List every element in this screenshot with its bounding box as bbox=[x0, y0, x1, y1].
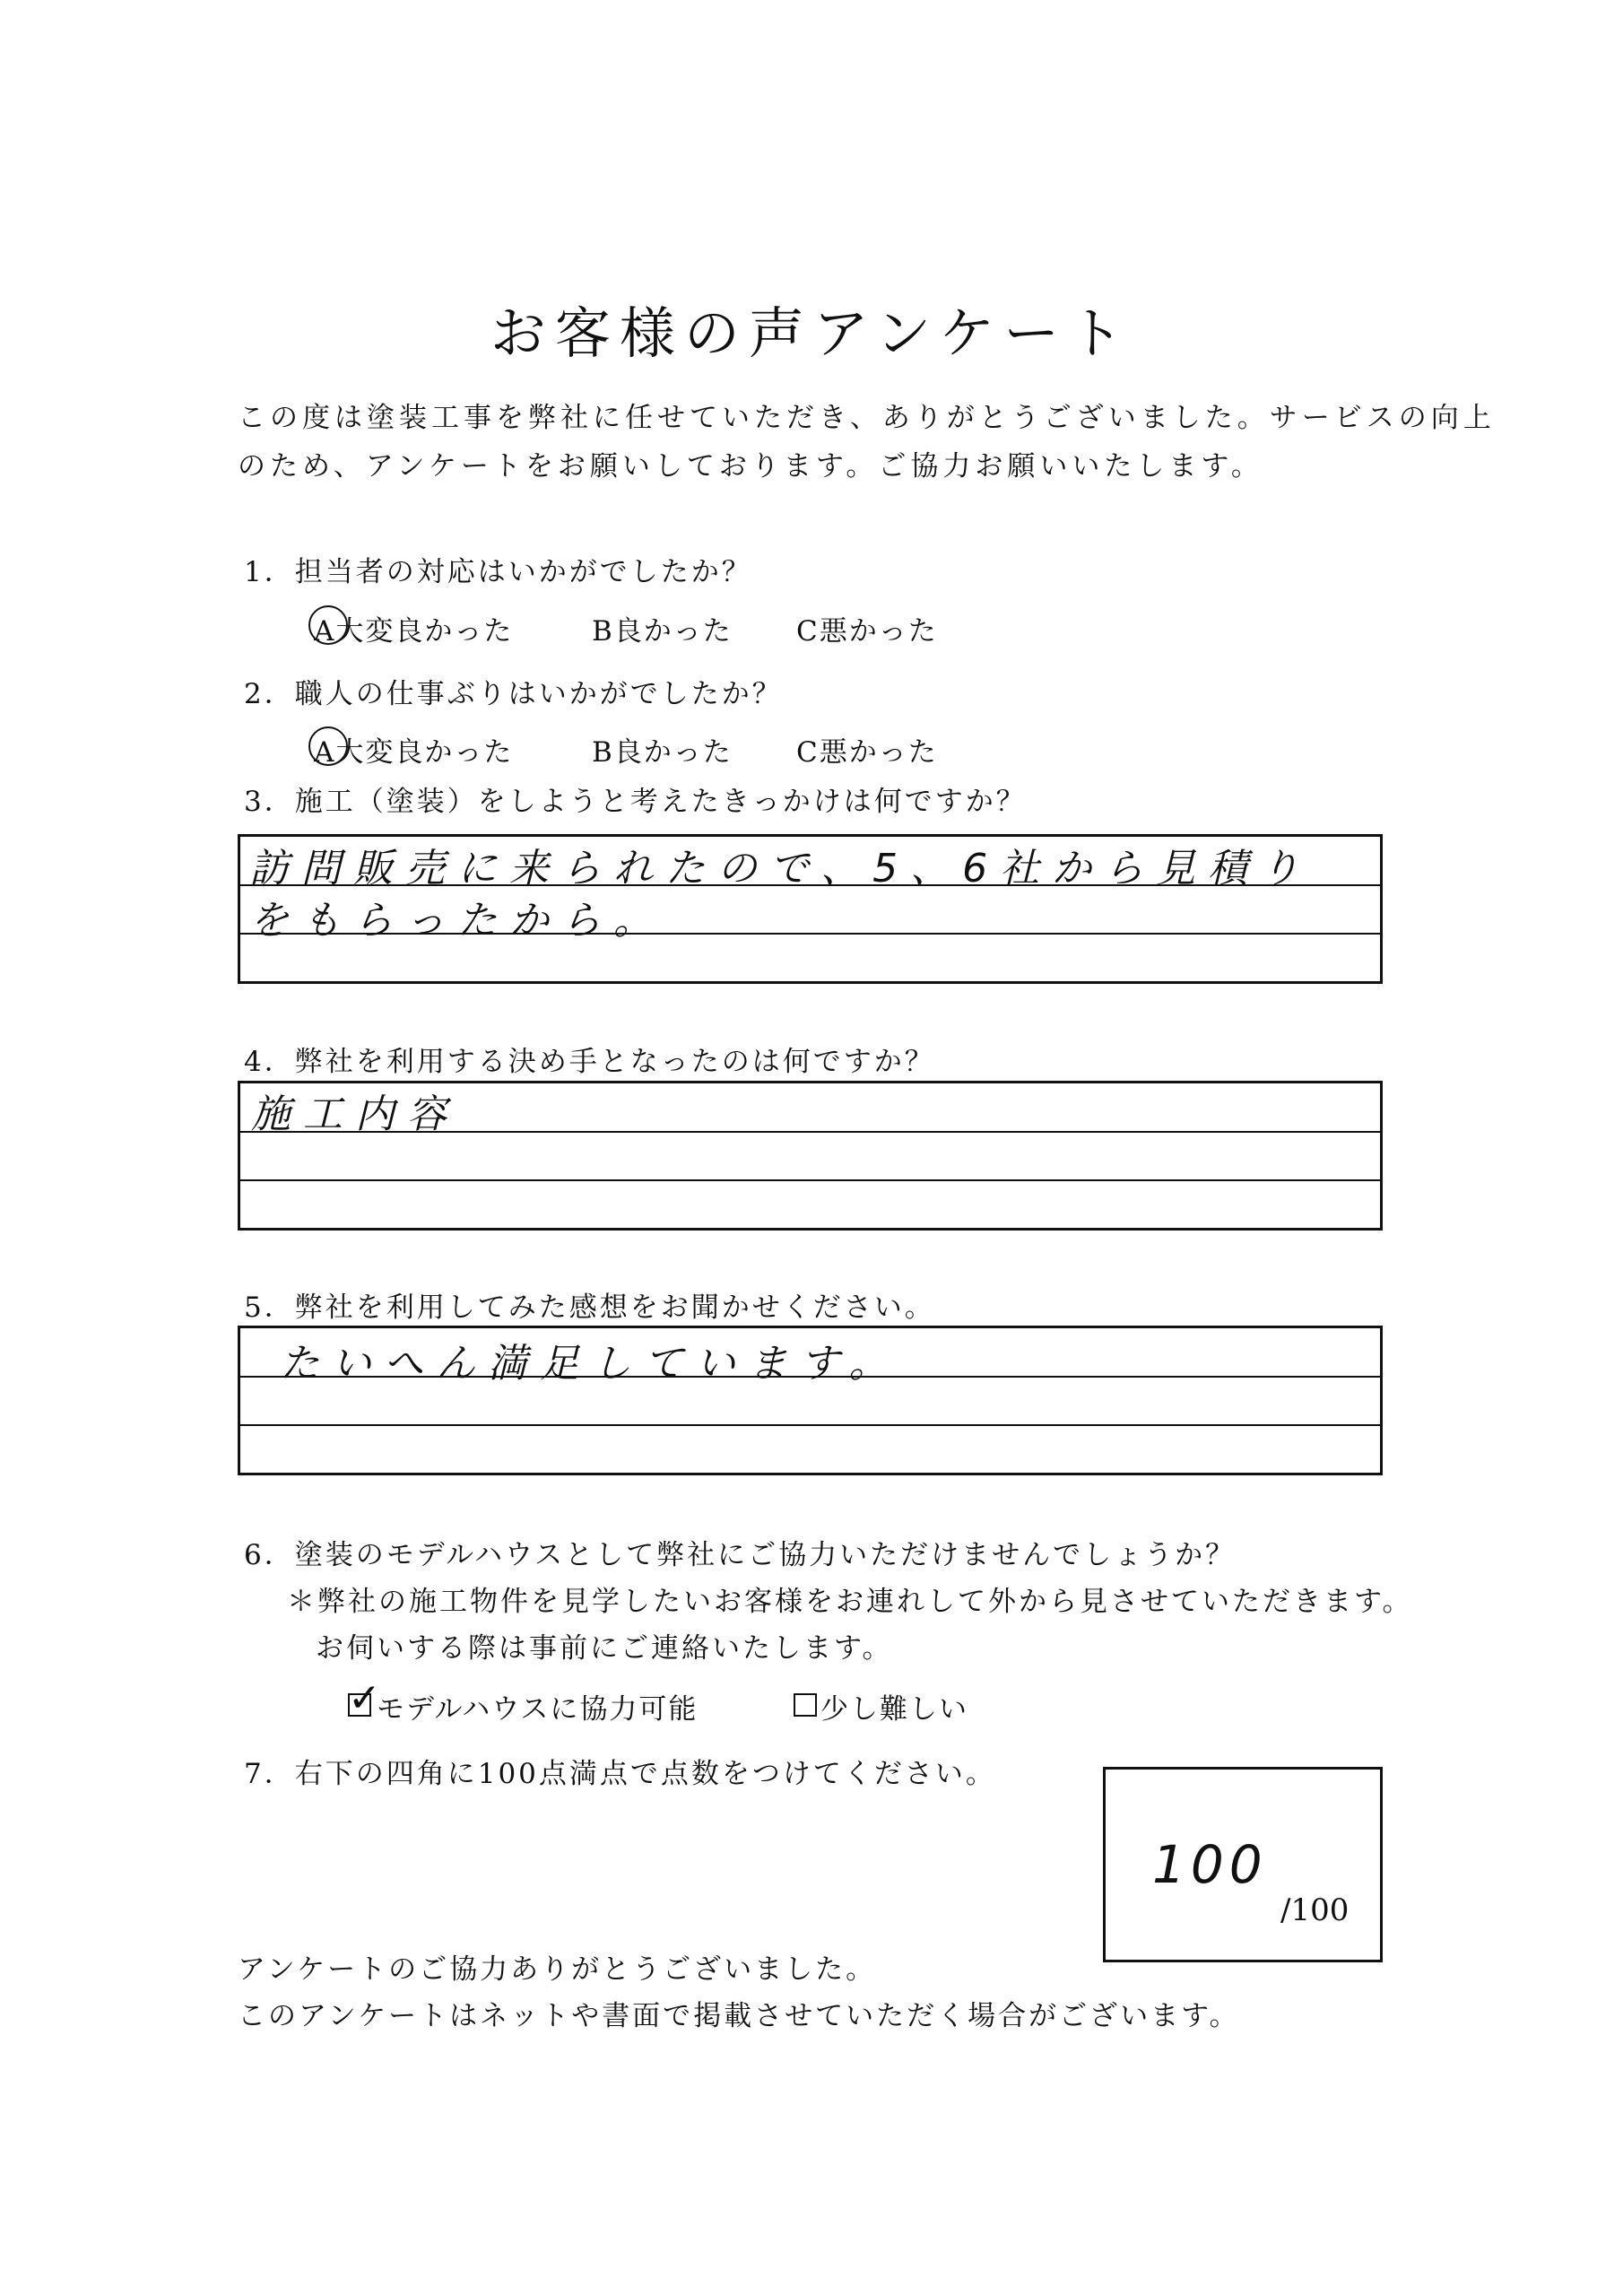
check-mark-icon: ✓ bbox=[348, 1675, 381, 1721]
q2-option-b[interactable]: B良かった bbox=[592, 736, 733, 769]
survey-title: お客様の声アンケート bbox=[490, 300, 1133, 366]
question-7: 7．右下の四角に100点満点で点数をつけてください。 bbox=[244, 1758, 996, 1790]
q3-answer-line-2: をもらったから。 bbox=[249, 898, 665, 944]
footer-line-2: このアンケートはネットや書面で掲載させていただく場合がございます。 bbox=[238, 2000, 1240, 2032]
q1-option-b[interactable]: B良かった bbox=[592, 615, 733, 648]
question-4: 4．弊社を利用する決め手となったのは何ですか？ bbox=[244, 1046, 935, 1078]
intro-line-1: この度は塗装工事を弊社に任せていただき、ありがとうございました。サービスの向上 bbox=[238, 402, 1496, 434]
q6-option-yes[interactable]: モデルハウスに協力可能 bbox=[377, 1693, 699, 1726]
footer-line-1: アンケートのご協力ありがとうございました。 bbox=[238, 1953, 877, 1986]
difficult-checkbox[interactable] bbox=[794, 1693, 817, 1717]
score-value: 100 bbox=[1152, 1834, 1268, 1895]
q1-option-a[interactable]: A大変良かった bbox=[314, 615, 514, 648]
q6-note-1: ＊弊社の施工物件を見学したいお客様をお連れして外から見させていただきます。 bbox=[287, 1586, 1413, 1618]
q6-option-no[interactable]: 少し難しい bbox=[820, 1693, 968, 1726]
q6-note-2: お伺いする際は事前にご連絡いたします。 bbox=[316, 1632, 893, 1665]
question-1: 1．担当者の対応はいかがでしたか？ bbox=[244, 556, 752, 588]
q2-option-c[interactable]: C悪かった bbox=[796, 736, 938, 769]
question-5: 5．弊社を利用してみた感想をお聞かせください。 bbox=[244, 1292, 935, 1324]
q3-answer-line-1: 訪問販売に来られたので、5、6社から見積り bbox=[249, 846, 1313, 891]
q2-option-a[interactable]: A大変良かった bbox=[314, 736, 514, 769]
question-6: 6．塗装のモデルハウスとして弊社にご協力いただけませんでしょうか？ bbox=[244, 1539, 1237, 1571]
q1-option-c[interactable]: C悪かった bbox=[796, 615, 938, 648]
intro-line-2: のため、アンケートをお願いしております。ご協力お願いいたします。 bbox=[238, 450, 1263, 483]
question-3: 3．施工（塗装）をしようと考えたきっかけは何ですか？ bbox=[244, 786, 1027, 818]
q4-answer-line-1: 施工内容 bbox=[251, 1091, 459, 1137]
score-max: /100 bbox=[1280, 1892, 1350, 1928]
q5-answer-line-1: たいへん満足しています。 bbox=[280, 1341, 901, 1387]
question-2: 2．職人の仕事ぶりはいかがでしたか？ bbox=[244, 678, 783, 710]
